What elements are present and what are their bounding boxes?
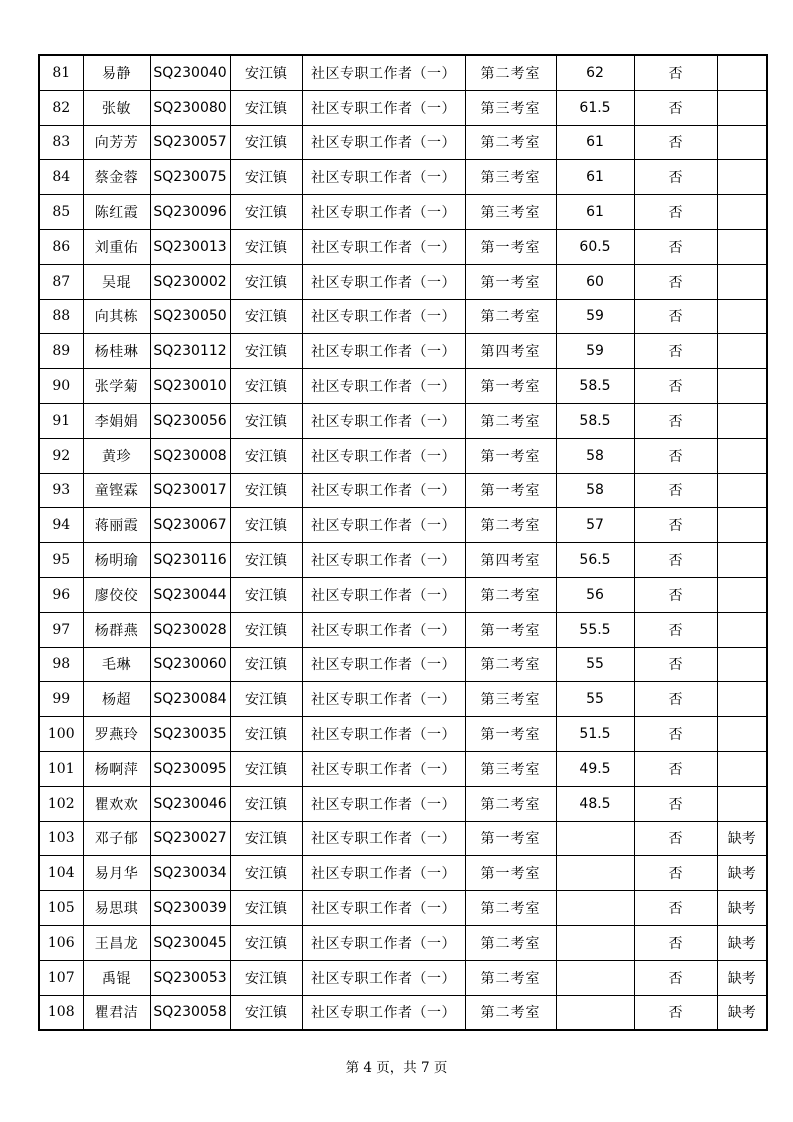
- position-cell: 社区专职工作者（一）: [302, 438, 465, 473]
- town-cell: 安江镇: [230, 508, 302, 543]
- interview-flag-cell: 否: [634, 403, 717, 438]
- position-cell: 社区专职工作者（一）: [302, 334, 465, 369]
- interview-flag-cell: 否: [634, 473, 717, 508]
- results-table: [38, 54, 768, 1031]
- table-row: [39, 821, 767, 856]
- interview-flag-cell: 否: [634, 717, 717, 752]
- exam-id-cell: SQ230050: [150, 299, 230, 334]
- position-cell: 社区专职工作者（一）: [302, 403, 465, 438]
- town-cell: 安江镇: [230, 856, 302, 891]
- exam-id-cell: SQ230045: [150, 925, 230, 960]
- town-cell: 安江镇: [230, 543, 302, 578]
- exam-id-cell: SQ230040: [150, 55, 230, 90]
- town-cell: 安江镇: [230, 125, 302, 160]
- town-cell: 安江镇: [230, 403, 302, 438]
- position-cell: 社区专职工作者（一）: [302, 369, 465, 404]
- exam-room-cell: 第一考室: [465, 821, 556, 856]
- position-cell: 社区专职工作者（一）: [302, 229, 465, 264]
- interview-flag-cell: 否: [634, 299, 717, 334]
- candidate-name-cell: 黄珍: [83, 438, 150, 473]
- score-cell: 58: [556, 473, 634, 508]
- exam-room-cell: 第二考室: [465, 125, 556, 160]
- candidate-name-cell: 蔡金蓉: [83, 160, 150, 195]
- table-row: [39, 90, 767, 125]
- row-number-cell: 86: [39, 229, 83, 264]
- interview-flag-cell: 否: [634, 786, 717, 821]
- score-cell: 56.5: [556, 543, 634, 578]
- score-cell: 58.5: [556, 369, 634, 404]
- exam-room-cell: 第二考室: [465, 508, 556, 543]
- row-number-cell: 105: [39, 891, 83, 926]
- interview-flag-cell: 否: [634, 264, 717, 299]
- table-row: [39, 125, 767, 160]
- row-number-cell: 93: [39, 473, 83, 508]
- row-number-cell: 94: [39, 508, 83, 543]
- table-row: [39, 925, 767, 960]
- remark-cell: [717, 125, 767, 160]
- row-number-cell: 90: [39, 369, 83, 404]
- table-row: [39, 334, 767, 369]
- exam-id-cell: SQ230060: [150, 647, 230, 682]
- exam-room-cell: 第二考室: [465, 299, 556, 334]
- score-cell: [556, 995, 634, 1030]
- exam-room-cell: 第二考室: [465, 925, 556, 960]
- table-row: [39, 856, 767, 891]
- interview-flag-cell: 否: [634, 577, 717, 612]
- position-cell: 社区专职工作者（一）: [302, 195, 465, 230]
- row-number-cell: 81: [39, 55, 83, 90]
- position-cell: 社区专职工作者（一）: [302, 508, 465, 543]
- score-cell: 55.5: [556, 612, 634, 647]
- row-number-cell: 84: [39, 160, 83, 195]
- candidate-name-cell: 蒋丽霞: [83, 508, 150, 543]
- score-cell: 59: [556, 334, 634, 369]
- row-number-cell: 82: [39, 90, 83, 125]
- town-cell: 安江镇: [230, 925, 302, 960]
- candidate-name-cell: 易月华: [83, 856, 150, 891]
- interview-flag-cell: 否: [634, 543, 717, 578]
- position-cell: 社区专职工作者（一）: [302, 891, 465, 926]
- interview-flag-cell: 否: [634, 229, 717, 264]
- position-cell: 社区专职工作者（一）: [302, 473, 465, 508]
- table-row: [39, 751, 767, 786]
- row-number-cell: 106: [39, 925, 83, 960]
- row-number-cell: 108: [39, 995, 83, 1030]
- exam-room-cell: 第一考室: [465, 229, 556, 264]
- remark-cell: 缺考: [717, 891, 767, 926]
- remark-cell: [717, 682, 767, 717]
- exam-room-cell: 第四考室: [465, 334, 556, 369]
- candidate-name-cell: 童铿霖: [83, 473, 150, 508]
- town-cell: 安江镇: [230, 891, 302, 926]
- candidate-name-cell: 刘重佑: [83, 229, 150, 264]
- position-cell: 社区专职工作者（一）: [302, 995, 465, 1030]
- remark-cell: [717, 229, 767, 264]
- exam-id-cell: SQ230027: [150, 821, 230, 856]
- exam-room-cell: 第三考室: [465, 90, 556, 125]
- position-cell: 社区专职工作者（一）: [302, 125, 465, 160]
- interview-flag-cell: 否: [634, 160, 717, 195]
- table-row: [39, 473, 767, 508]
- position-cell: 社区专职工作者（一）: [302, 612, 465, 647]
- town-cell: 安江镇: [230, 647, 302, 682]
- exam-id-cell: SQ230080: [150, 90, 230, 125]
- exam-id-cell: SQ230028: [150, 612, 230, 647]
- row-number-cell: 91: [39, 403, 83, 438]
- row-number-cell: 88: [39, 299, 83, 334]
- interview-flag-cell: 否: [634, 508, 717, 543]
- exam-room-cell: 第二考室: [465, 577, 556, 612]
- table-row: [39, 647, 767, 682]
- table-row: [39, 717, 767, 752]
- row-number-cell: 103: [39, 821, 83, 856]
- town-cell: 安江镇: [230, 264, 302, 299]
- exam-id-cell: SQ230116: [150, 543, 230, 578]
- interview-flag-cell: 否: [634, 55, 717, 90]
- remark-cell: [717, 90, 767, 125]
- row-number-cell: 101: [39, 751, 83, 786]
- score-cell: [556, 960, 634, 995]
- remark-cell: [717, 264, 767, 299]
- score-cell: [556, 891, 634, 926]
- exam-id-cell: SQ230112: [150, 334, 230, 369]
- remark-cell: 缺考: [717, 995, 767, 1030]
- table-row: [39, 543, 767, 578]
- interview-flag-cell: 否: [634, 334, 717, 369]
- page-footer: 第 4 页，共 7 页: [345, 1060, 448, 1076]
- candidate-name-cell: 向芳芳: [83, 125, 150, 160]
- remark-cell: [717, 577, 767, 612]
- town-cell: 安江镇: [230, 751, 302, 786]
- interview-flag-cell: 否: [634, 995, 717, 1030]
- interview-flag-cell: 否: [634, 856, 717, 891]
- candidate-name-cell: 张敏: [83, 90, 150, 125]
- table-row: [39, 995, 767, 1030]
- candidate-name-cell: 张学菊: [83, 369, 150, 404]
- remark-cell: [717, 543, 767, 578]
- interview-flag-cell: 否: [634, 612, 717, 647]
- remark-cell: [717, 508, 767, 543]
- table-row: [39, 403, 767, 438]
- row-number-cell: 96: [39, 577, 83, 612]
- exam-room-cell: 第二考室: [465, 55, 556, 90]
- candidate-name-cell: 瞿欢欢: [83, 786, 150, 821]
- exam-id-cell: SQ230013: [150, 229, 230, 264]
- exam-room-cell: 第二考室: [465, 647, 556, 682]
- exam-room-cell: 第三考室: [465, 751, 556, 786]
- position-cell: 社区专职工作者（一）: [302, 160, 465, 195]
- table-row: [39, 438, 767, 473]
- exam-id-cell: SQ230057: [150, 125, 230, 160]
- candidate-name-cell: 向其栋: [83, 299, 150, 334]
- candidate-name-cell: 易静: [83, 55, 150, 90]
- table-row: [39, 891, 767, 926]
- exam-id-cell: SQ230034: [150, 856, 230, 891]
- row-number-cell: 89: [39, 334, 83, 369]
- town-cell: 安江镇: [230, 299, 302, 334]
- candidate-name-cell: 廖佼佼: [83, 577, 150, 612]
- town-cell: 安江镇: [230, 334, 302, 369]
- town-cell: 安江镇: [230, 612, 302, 647]
- interview-flag-cell: 否: [634, 960, 717, 995]
- table-row: [39, 195, 767, 230]
- exam-room-cell: 第三考室: [465, 195, 556, 230]
- score-cell: 58: [556, 438, 634, 473]
- candidate-name-cell: 毛琳: [83, 647, 150, 682]
- remark-cell: [717, 55, 767, 90]
- position-cell: 社区专职工作者（一）: [302, 751, 465, 786]
- remark-cell: [717, 786, 767, 821]
- exam-room-cell: 第一考室: [465, 856, 556, 891]
- position-cell: 社区专职工作者（一）: [302, 55, 465, 90]
- score-cell: 57: [556, 508, 634, 543]
- exam-id-cell: SQ230044: [150, 577, 230, 612]
- table-row: [39, 577, 767, 612]
- score-cell: 61: [556, 195, 634, 230]
- position-cell: 社区专职工作者（一）: [302, 90, 465, 125]
- score-cell: 60.5: [556, 229, 634, 264]
- score-cell: 61: [556, 160, 634, 195]
- exam-room-cell: 第四考室: [465, 543, 556, 578]
- row-number-cell: 100: [39, 717, 83, 752]
- score-cell: 56: [556, 577, 634, 612]
- score-cell: 61.5: [556, 90, 634, 125]
- candidate-name-cell: 瞿君洁: [83, 995, 150, 1030]
- table-row: [39, 264, 767, 299]
- table-row: [39, 682, 767, 717]
- table-row: [39, 960, 767, 995]
- position-cell: 社区专职工作者（一）: [302, 856, 465, 891]
- score-cell: 60: [556, 264, 634, 299]
- score-cell: [556, 925, 634, 960]
- exam-id-cell: SQ230075: [150, 160, 230, 195]
- exam-room-cell: 第二考室: [465, 995, 556, 1030]
- table-row: [39, 369, 767, 404]
- position-cell: 社区专职工作者（一）: [302, 543, 465, 578]
- exam-id-cell: SQ230046: [150, 786, 230, 821]
- candidate-name-cell: 易思琪: [83, 891, 150, 926]
- exam-id-cell: SQ230095: [150, 751, 230, 786]
- remark-cell: [717, 717, 767, 752]
- remark-cell: [717, 369, 767, 404]
- interview-flag-cell: 否: [634, 751, 717, 786]
- candidate-name-cell: 杨啊萍: [83, 751, 150, 786]
- exam-id-cell: SQ230035: [150, 717, 230, 752]
- town-cell: 安江镇: [230, 786, 302, 821]
- interview-flag-cell: 否: [634, 125, 717, 160]
- exam-id-cell: SQ230008: [150, 438, 230, 473]
- interview-flag-cell: 否: [634, 195, 717, 230]
- row-number-cell: 95: [39, 543, 83, 578]
- town-cell: 安江镇: [230, 229, 302, 264]
- row-number-cell: 107: [39, 960, 83, 995]
- position-cell: 社区专职工作者（一）: [302, 717, 465, 752]
- exam-id-cell: SQ230017: [150, 473, 230, 508]
- remark-cell: 缺考: [717, 856, 767, 891]
- exam-id-cell: SQ230084: [150, 682, 230, 717]
- remark-cell: 缺考: [717, 960, 767, 995]
- town-cell: 安江镇: [230, 473, 302, 508]
- town-cell: 安江镇: [230, 90, 302, 125]
- table-row: [39, 786, 767, 821]
- remark-cell: [717, 473, 767, 508]
- table-row: [39, 612, 767, 647]
- row-number-cell: 98: [39, 647, 83, 682]
- score-cell: 61: [556, 125, 634, 160]
- row-number-cell: 83: [39, 125, 83, 160]
- exam-id-cell: SQ230056: [150, 403, 230, 438]
- exam-room-cell: 第三考室: [465, 682, 556, 717]
- table-row: [39, 299, 767, 334]
- score-cell: 62: [556, 55, 634, 90]
- exam-room-cell: 第一考室: [465, 612, 556, 647]
- exam-room-cell: 第一考室: [465, 264, 556, 299]
- table-row: [39, 55, 767, 90]
- position-cell: 社区专职工作者（一）: [302, 577, 465, 612]
- remark-cell: [717, 299, 767, 334]
- position-cell: 社区专职工作者（一）: [302, 960, 465, 995]
- candidate-name-cell: 杨群燕: [83, 612, 150, 647]
- town-cell: 安江镇: [230, 369, 302, 404]
- town-cell: 安江镇: [230, 682, 302, 717]
- town-cell: 安江镇: [230, 577, 302, 612]
- row-number-cell: 85: [39, 195, 83, 230]
- candidate-name-cell: 王昌龙: [83, 925, 150, 960]
- candidate-name-cell: 李娟娟: [83, 403, 150, 438]
- remark-cell: [717, 612, 767, 647]
- interview-flag-cell: 否: [634, 369, 717, 404]
- town-cell: 安江镇: [230, 960, 302, 995]
- interview-flag-cell: 否: [634, 925, 717, 960]
- exam-room-cell: 第二考室: [465, 960, 556, 995]
- exam-id-cell: SQ230002: [150, 264, 230, 299]
- exam-room-cell: 第一考室: [465, 473, 556, 508]
- table-row: [39, 508, 767, 543]
- candidate-name-cell: 杨超: [83, 682, 150, 717]
- exam-id-cell: SQ230010: [150, 369, 230, 404]
- exam-room-cell: 第二考室: [465, 786, 556, 821]
- candidate-name-cell: 陈红霞: [83, 195, 150, 230]
- score-cell: [556, 856, 634, 891]
- town-cell: 安江镇: [230, 995, 302, 1030]
- remark-cell: [717, 334, 767, 369]
- exam-id-cell: SQ230053: [150, 960, 230, 995]
- exam-room-cell: 第一考室: [465, 369, 556, 404]
- score-cell: 48.5: [556, 786, 634, 821]
- town-cell: 安江镇: [230, 821, 302, 856]
- interview-flag-cell: 否: [634, 647, 717, 682]
- position-cell: 社区专职工作者（一）: [302, 821, 465, 856]
- candidate-name-cell: 杨桂琳: [83, 334, 150, 369]
- interview-flag-cell: 否: [634, 821, 717, 856]
- town-cell: 安江镇: [230, 160, 302, 195]
- position-cell: 社区专职工作者（一）: [302, 925, 465, 960]
- score-cell: 58.5: [556, 403, 634, 438]
- remark-cell: [717, 160, 767, 195]
- score-cell: 49.5: [556, 751, 634, 786]
- exam-room-cell: 第二考室: [465, 891, 556, 926]
- candidate-name-cell: 吴琨: [83, 264, 150, 299]
- table-body: [39, 55, 767, 1030]
- candidate-name-cell: 杨明瑜: [83, 543, 150, 578]
- row-number-cell: 97: [39, 612, 83, 647]
- candidate-name-cell: 邓子郁: [83, 821, 150, 856]
- position-cell: 社区专职工作者（一）: [302, 299, 465, 334]
- candidate-name-cell: 罗燕玲: [83, 717, 150, 752]
- score-cell: 59: [556, 299, 634, 334]
- remark-cell: [717, 195, 767, 230]
- table-row: [39, 160, 767, 195]
- remark-cell: [717, 647, 767, 682]
- exam-id-cell: SQ230067: [150, 508, 230, 543]
- row-number-cell: 87: [39, 264, 83, 299]
- town-cell: 安江镇: [230, 717, 302, 752]
- score-cell: 51.5: [556, 717, 634, 752]
- score-cell: 55: [556, 647, 634, 682]
- interview-flag-cell: 否: [634, 682, 717, 717]
- interview-flag-cell: 否: [634, 891, 717, 926]
- remark-cell: [717, 438, 767, 473]
- town-cell: 安江镇: [230, 195, 302, 230]
- position-cell: 社区专职工作者（一）: [302, 264, 465, 299]
- exam-id-cell: SQ230058: [150, 995, 230, 1030]
- town-cell: 安江镇: [230, 55, 302, 90]
- interview-flag-cell: 否: [634, 90, 717, 125]
- table-row: [39, 229, 767, 264]
- row-number-cell: 104: [39, 856, 83, 891]
- exam-room-cell: 第三考室: [465, 160, 556, 195]
- score-cell: [556, 821, 634, 856]
- remark-cell: [717, 751, 767, 786]
- row-number-cell: 92: [39, 438, 83, 473]
- exam-id-cell: SQ230096: [150, 195, 230, 230]
- remark-cell: 缺考: [717, 821, 767, 856]
- interview-flag-cell: 否: [634, 438, 717, 473]
- town-cell: 安江镇: [230, 438, 302, 473]
- remark-cell: 缺考: [717, 925, 767, 960]
- row-number-cell: 102: [39, 786, 83, 821]
- score-cell: 55: [556, 682, 634, 717]
- exam-room-cell: 第一考室: [465, 438, 556, 473]
- remark-cell: [717, 403, 767, 438]
- position-cell: 社区专职工作者（一）: [302, 786, 465, 821]
- row-number-cell: 99: [39, 682, 83, 717]
- position-cell: 社区专职工作者（一）: [302, 682, 465, 717]
- exam-room-cell: 第二考室: [465, 403, 556, 438]
- position-cell: 社区专职工作者（一）: [302, 647, 465, 682]
- candidate-name-cell: 禹锟: [83, 960, 150, 995]
- exam-id-cell: SQ230039: [150, 891, 230, 926]
- exam-room-cell: 第一考室: [465, 717, 556, 752]
